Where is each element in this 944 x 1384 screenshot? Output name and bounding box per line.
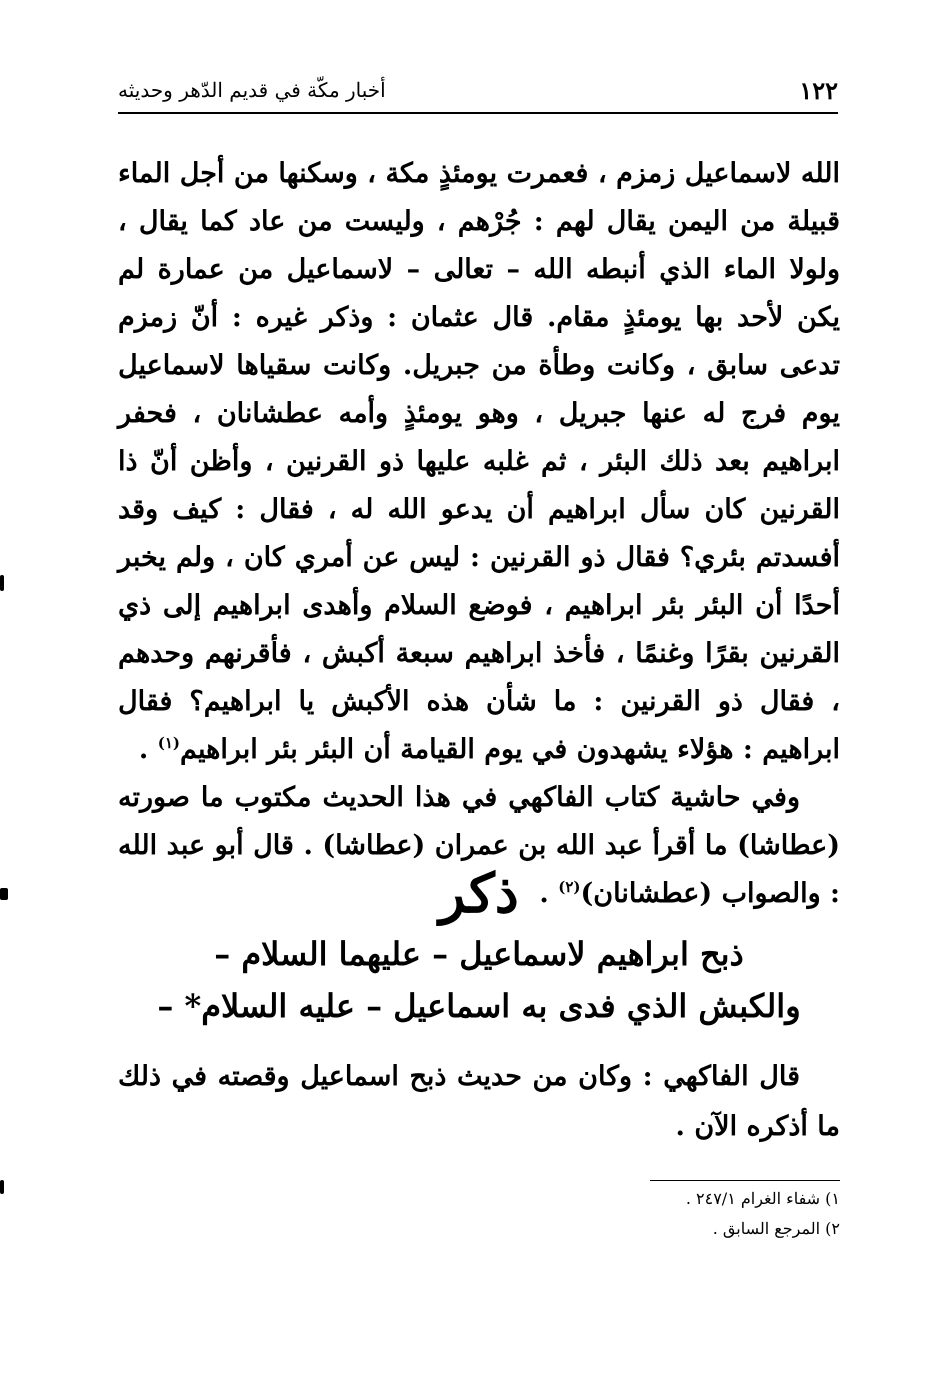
- footnotes: [240, 1184, 840, 1244]
- page-number: ١٢٢: [799, 76, 838, 105]
- footnote: ١) شفاء الغرام ٢٤٧/١ .: [685, 1189, 840, 1208]
- paragraph-end: .: [138, 734, 158, 765]
- section-intro: [118, 1052, 840, 1152]
- paragraph-end: .: [539, 878, 559, 909]
- main-text: [118, 150, 840, 918]
- footnote: ٢) المرجع السابق .: [712, 1219, 840, 1238]
- paragraph-text: وفي حاشية كتاب الفاكهي في هذا الحديث مكتوب ما صورته (عطاشا) ما أقرأ عبد الله بن عمران (عطاشا) . قال أبو عبد الله : والصواب (عطشانان): [118, 782, 840, 909]
- scan-edge-mark: [0, 888, 8, 900]
- scan-edge-mark: [0, 575, 4, 591]
- page-header: [118, 72, 838, 114]
- section-heading: [118, 858, 840, 1032]
- footnote-ref: (١): [157, 734, 181, 752]
- running-title: أخبار مكّة في قديم الدّهر وحديثه: [118, 78, 386, 102]
- scan-edge-mark: [0, 1180, 4, 1194]
- paragraph: [118, 150, 840, 774]
- paragraph: قال الفاكهي : وكان من حديث ذبح اسماعيل وقصته في ذلك ما أذكره الآن .: [118, 1061, 840, 1142]
- section-title-line: والكبش الذي فدى به اسماعيل – عليه السلام* –: [157, 987, 801, 1025]
- paragraph-text: الله لاسماعيل زمزم ، فعمرت يومئذٍ مكة ، وسكنها من أجل الماء قبيلة من اليمن يقال لهم : جُرْهم ، وليست من عاد كما يقال ، ولولا الماء الذي أنبطه الله – تعالى – لاسماعيل من عمارة لم يكن لأحد بها يومئذٍ مقام. قال عثمان : وذكر غيره : أنّ زمزم تدعى سابق ، وكانت وطأة من جبريل. وكانت سقياها لاسماعيل يوم فرج له عنها جبريل ، وهو يومئذٍ وأمه عطشانان ، فحفر ابراهيم بعد ذلك البئر ، ثم غلبه عليها ذو القرنين ، وأظن أنّ ذا القرنين كان سأل ابراهيم أن يدعو الله له ، فقال : كيف وقد أفسدتم بئري؟ فقال ذو القرنين : ليس عن أمري كان ، ولم يخبر أحدًا أن البئر بئر ابراهيم ، فوضع السلام وأهدى ابراهيم إلى ذي القرنين بقرًا وغنمًا ، فأخذ ابراهيم سبعة أكبش ، فأقرنهم وحدهم ، فقال ذو القرنين : ما شأن هذه الأكبش يا ابراهيم؟ فقال ابراهيم : هؤلاء يشهدون في يوم القيامة أن البئر بئر ابراهيم: [118, 158, 840, 765]
- section-title-line: ذبح ابراهيم لاسماعيل – عليهما السلام –: [214, 935, 744, 973]
- section-ornamental-word: ذكر: [439, 861, 519, 925]
- footnote-divider: [650, 1180, 840, 1181]
- footnote-ref: (٢): [558, 878, 581, 896]
